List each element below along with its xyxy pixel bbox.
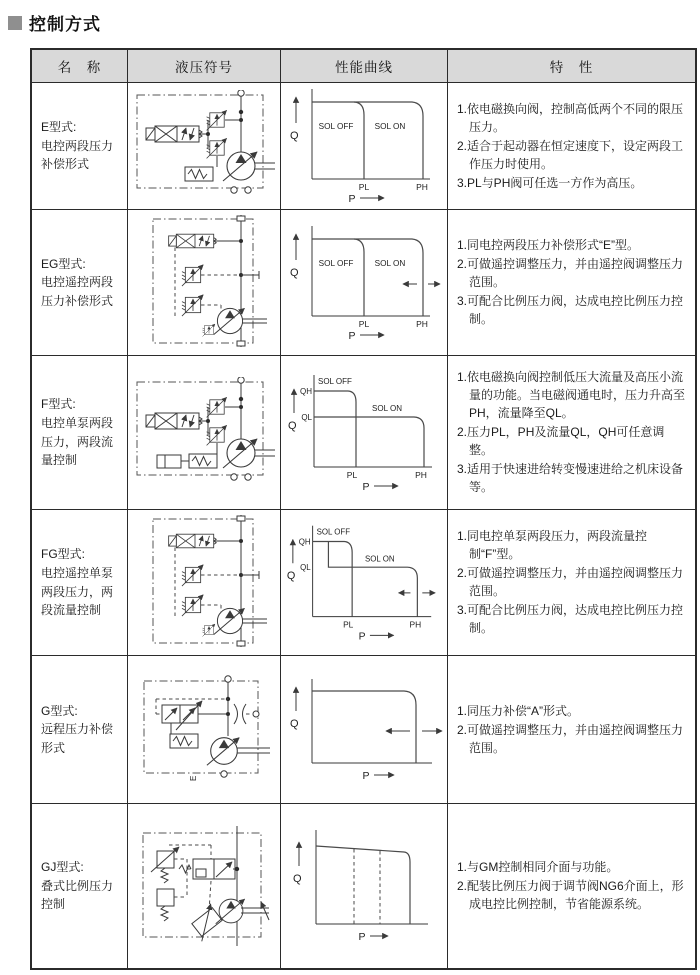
page-title: 控制方式 <box>29 15 101 34</box>
feature-item: 1.与GM控制相同介面与功能。 <box>457 860 619 874</box>
type-description: 远程压力补偿形式 <box>41 722 114 755</box>
feature-item: 1.同电控单泵两段压力，两段流量控制“F”型。 <box>457 529 648 561</box>
row-EG-symbol-cell <box>128 210 281 356</box>
hydraulic-symbol-FG <box>137 515 272 650</box>
feature-item: 3.PL与PH阀可任选一方作为高压。 <box>457 175 643 190</box>
row-G-name-cell <box>32 656 128 804</box>
row-F-name-cell <box>32 356 128 510</box>
row-FG-feature-cell <box>448 510 695 656</box>
q-axis-label: Q <box>286 569 296 582</box>
pl-tick-label: PL <box>343 618 354 629</box>
type-label: GJ型式: <box>41 860 84 875</box>
row-F-feature-cell <box>448 356 695 510</box>
row-E-curve-cell <box>281 83 448 210</box>
hydraulic-symbol-E <box>129 90 279 202</box>
feature-item: 2.适合于起动器在恒定速度下，设定两段工作压力时使用。 <box>457 138 684 171</box>
feature-item: 2.可做遥控调整压力，并由遥控阀调整压力范围。 <box>457 257 684 289</box>
type-label: E型式: <box>41 120 77 135</box>
ql-tick-label: QL <box>300 562 311 572</box>
p-axis-label: P <box>347 329 356 342</box>
q-axis-label: Q <box>289 717 299 730</box>
title-bullet-square <box>8 16 22 30</box>
feature-item: 2.可做遥控调整压力，并由遥控阀调整压力范围。 <box>457 722 684 755</box>
header-curve: 性能曲线 <box>281 50 448 83</box>
row-EG-name-cell <box>32 210 128 356</box>
feature-item: 2.可做遥控调整压力，并由遥控阀调整压力范围。 <box>457 566 684 598</box>
sol-on-label: SOL ON <box>374 258 405 268</box>
row-GJ-name-cell <box>32 804 128 968</box>
pl-tick-label: PL <box>358 182 369 192</box>
pilot-port-label: E <box>188 775 198 781</box>
performance-curve-F <box>282 369 447 497</box>
type-label: EG型式: <box>41 256 86 271</box>
q-axis-label: Q <box>292 873 302 885</box>
qh-tick-label: QH <box>298 536 311 546</box>
performance-curve-EG <box>282 222 447 344</box>
ph-tick-label: PH <box>415 182 428 192</box>
page-title-bar <box>8 10 101 35</box>
p-axis-label: P <box>347 193 356 205</box>
hydraulic-symbol-F <box>129 377 279 489</box>
header-feature: 特 性 <box>448 50 695 83</box>
q-axis-label: Q <box>287 419 297 432</box>
sol-on-label: SOL ON <box>371 403 402 413</box>
feature-item: 1.依电磁换向阀控制低压大流量及高压小流量的功能。当电磁阀通电时，压力升高至PH，流量降至QL。 <box>457 370 686 420</box>
ph-tick-label: PH <box>414 469 427 480</box>
row-EG-feature-cell <box>448 210 695 356</box>
pl-tick-label: PL <box>346 469 357 480</box>
qh-tick-label: QH <box>299 386 312 396</box>
sol-off-label: SOL OFF <box>316 527 351 537</box>
pl-tick-label: PL <box>358 318 369 329</box>
feature-item: 2.配装比例压力阀于调节阀NG6介面上，形成电控比例控制，节省能源系统。 <box>457 879 684 911</box>
feature-item: 1.同压力补偿“A”形式。 <box>457 703 580 718</box>
row-EG-curve-cell <box>281 210 448 356</box>
row-E-name-cell <box>32 83 128 210</box>
feature-item: 1.依电磁换向阀，控制高低两个不同的限压压力。 <box>457 101 684 134</box>
performance-curve-G <box>282 671 447 789</box>
type-label: G型式: <box>41 703 78 718</box>
sol-off-label: SOL OFF <box>317 376 352 386</box>
row-E-symbol-cell <box>128 83 281 210</box>
header-symbol: 液压符号 <box>128 50 281 83</box>
performance-curve-FG <box>281 519 447 647</box>
sol-off-label: SOL OFF <box>318 122 353 131</box>
row-FG-symbol-cell <box>128 510 281 656</box>
type-description: 电控遥控两段压力补偿形式 <box>41 275 114 308</box>
type-label: F型式: <box>41 397 76 412</box>
row-GJ-curve-cell <box>281 804 448 968</box>
type-description: 电控单泵两段压力，两段流量控制 <box>41 415 114 468</box>
ph-tick-label: PH <box>409 618 422 629</box>
p-axis-label: P <box>357 931 366 943</box>
row-GJ-symbol-cell <box>128 804 281 968</box>
header-name: 名 称 <box>32 50 128 83</box>
feature-item: 3.可配合比例压力阀，达成电控比例压力控制。 <box>457 603 684 635</box>
feature-item: 1.同电控两段压力补偿形式“E”型。 <box>457 238 640 252</box>
row-E-feature-cell <box>448 83 695 210</box>
sol-on-label: SOL ON <box>365 553 395 563</box>
row-F-symbol-cell <box>128 356 281 510</box>
row-G-curve-cell <box>281 656 448 804</box>
performance-curve-E <box>282 85 447 207</box>
type-description: 叠式比例压力控制 <box>41 878 114 912</box>
type-description: 电控两段压力补偿形式 <box>41 138 114 172</box>
performance-curve-GJ <box>282 822 447 950</box>
feature-item: 3.适用于快速进给转变慢速进给之机床设备等。 <box>457 462 684 494</box>
hydraulic-symbol-G <box>132 673 277 787</box>
row-F-curve-cell <box>281 356 448 510</box>
row-FG-curve-cell <box>281 510 448 656</box>
q-axis-label: Q <box>289 266 299 279</box>
feature-item: 3.可配合比例压力阀，达成电控比例压力控制。 <box>457 294 684 326</box>
row-GJ-feature-cell <box>448 804 695 968</box>
p-axis-label: P <box>361 480 370 493</box>
sol-off-label: SOL OFF <box>318 258 353 268</box>
type-description: 电控遥控单泵两段压力，两段流量控制 <box>41 565 114 618</box>
hydraulic-symbol-EG <box>137 215 272 350</box>
control-modes-table <box>30 48 697 970</box>
hydraulic-symbol-GJ <box>129 825 279 947</box>
row-FG-name-cell <box>32 510 128 656</box>
row-G-feature-cell <box>448 656 695 804</box>
type-label: FG型式: <box>41 547 85 562</box>
sol-on-label: SOL ON <box>374 122 405 131</box>
row-G-symbol-cell <box>128 656 281 804</box>
p-axis-label: P <box>358 630 366 642</box>
q-axis-label: Q <box>289 130 299 142</box>
ql-tick-label: QL <box>300 412 312 422</box>
feature-item: 2.压力PL，PH及流量QL，QH可任意调整。 <box>457 425 665 457</box>
ph-tick-label: PH <box>415 318 428 329</box>
p-axis-label: P <box>361 769 370 782</box>
